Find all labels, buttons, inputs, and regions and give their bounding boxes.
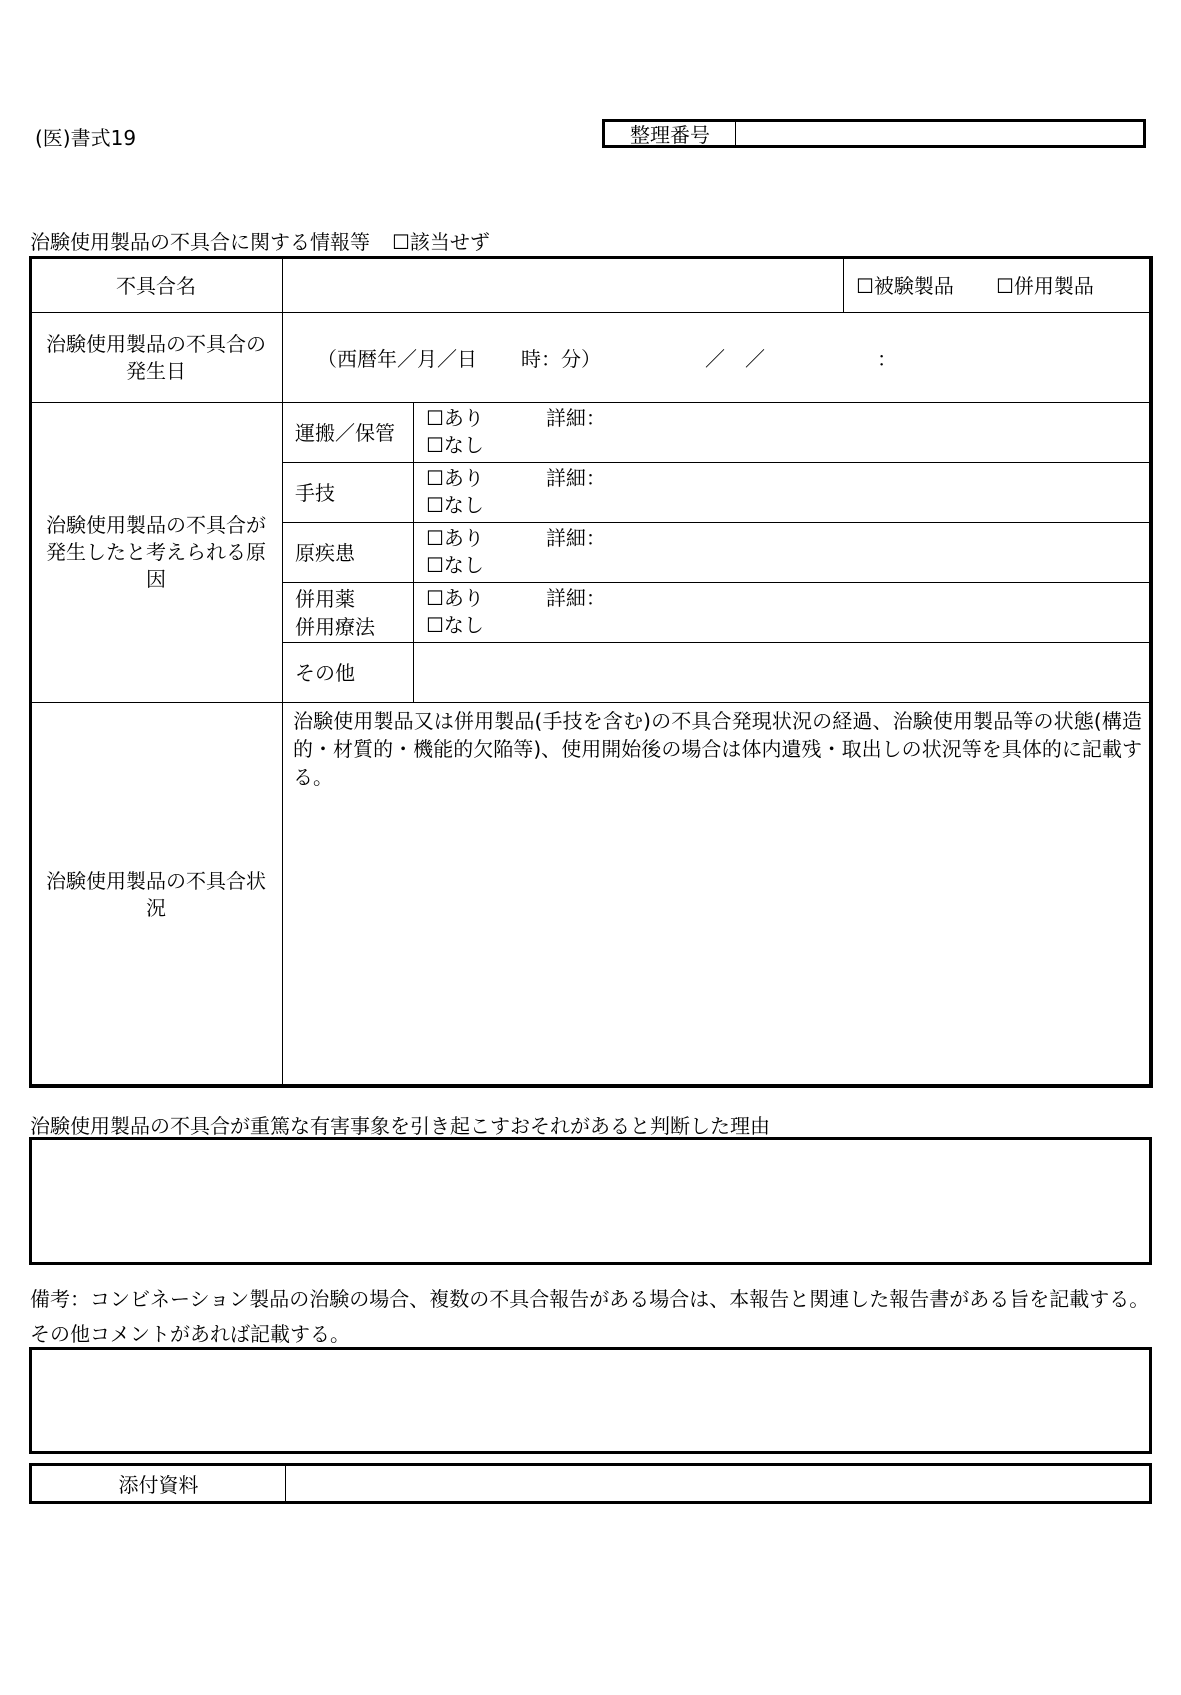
cause-label-line1: 運搬／保管 <box>295 420 395 445</box>
defect-status-label: 治験使用製品の不具合状況 <box>30 703 283 1088</box>
occurrence-date-field[interactable] <box>283 313 1153 403</box>
defect-name-label: 不具合名 <box>30 257 283 313</box>
defect-status-field[interactable]: 治験使用製品又は併用製品(手技を含む)の不具合発現状況の経過、治験使用製品等の状態(構造的・材質的・機能的欠陥等)、使用開始後の場合は体内遺残・取出しの状況等を具体的に記載する。 <box>283 703 1153 1088</box>
reference-number-label: 整理番号 <box>605 122 736 145</box>
section-heading-text: 治験使用製品の不具合に関する情報等 <box>30 230 370 254</box>
time-colon: ： <box>877 347 897 371</box>
attachments-field[interactable] <box>286 1466 1149 1501</box>
remarks-text: 備考：コンビネーション製品の治験の場合、複数の不具合報告がある場合は、本報告と関連した報告書がある旨を記載する。その他コメントがあれば記載する。 <box>30 1287 1150 1346</box>
cause-concomitant-label <box>283 583 414 643</box>
cause-concomitant-options <box>414 583 1153 643</box>
detail-label: 詳細： <box>545 526 606 550</box>
serious-reason-field[interactable] <box>29 1137 1152 1265</box>
no-checkbox[interactable]: ☐なし <box>426 613 484 637</box>
attachments-label: 添付資料 <box>32 1466 286 1501</box>
time-format-hint: 時：分） <box>521 347 601 371</box>
concomitant-product-checkbox[interactable]: ☐併用製品 <box>995 274 1094 298</box>
detail-label: 詳細： <box>545 586 606 610</box>
section-heading <box>30 226 490 255</box>
attachments-row <box>29 1463 1152 1504</box>
cause-disease-options <box>414 523 1153 583</box>
cause-other-field[interactable] <box>414 643 1153 703</box>
product-type-cell <box>844 257 1153 313</box>
cause-label-line1: 併用薬 <box>295 586 355 611</box>
no-checkbox[interactable]: ☐なし <box>426 433 484 457</box>
cause-label-line1: 手技 <box>295 480 335 505</box>
cause-label-line1: 原疾患 <box>295 540 355 565</box>
detail-label: 詳細： <box>545 466 606 490</box>
detail-label: 詳細： <box>545 406 606 430</box>
occurrence-date-label: 治験使用製品の不具合の発生日 <box>30 313 283 403</box>
form-code: (医)書式19 <box>35 126 137 150</box>
yes-checkbox[interactable]: ☐あり <box>426 586 484 610</box>
cause-transport-label <box>283 403 414 463</box>
yes-checkbox[interactable]: ☐あり <box>426 526 484 550</box>
not-applicable-checkbox[interactable]: ☐該当せず <box>392 230 490 254</box>
serious-reason-heading: 治験使用製品の不具合が重篤な有害事象を引き起こすおそれがあると判断した理由 <box>30 1114 770 1138</box>
date-slashes: ／ ／ <box>705 347 765 371</box>
yes-checkbox[interactable]: ☐あり <box>426 406 484 430</box>
reference-number-field[interactable] <box>736 122 1143 145</box>
remarks-field[interactable] <box>29 1347 1152 1454</box>
cause-label-line2: 併用療法 <box>295 614 375 639</box>
cause-label: 治験使用製品の不具合が発生したと考えられる原因 <box>30 403 283 703</box>
cause-disease-label <box>283 523 414 583</box>
cause-transport-options <box>414 403 1153 463</box>
defect-name-field[interactable] <box>283 257 844 313</box>
no-checkbox[interactable]: ☐なし <box>426 553 484 577</box>
no-checkbox[interactable]: ☐なし <box>426 493 484 517</box>
test-product-checkbox[interactable]: ☐被験製品 <box>856 274 954 298</box>
cause-technique-options <box>414 463 1153 523</box>
cause-other-label: その他 <box>283 643 414 703</box>
date-format-hint: （西暦年／月／日 <box>317 347 477 371</box>
yes-checkbox[interactable]: ☐あり <box>426 466 484 490</box>
defect-info-table <box>29 256 1153 1088</box>
cause-technique-label <box>283 463 414 523</box>
reference-number-box <box>602 119 1146 148</box>
